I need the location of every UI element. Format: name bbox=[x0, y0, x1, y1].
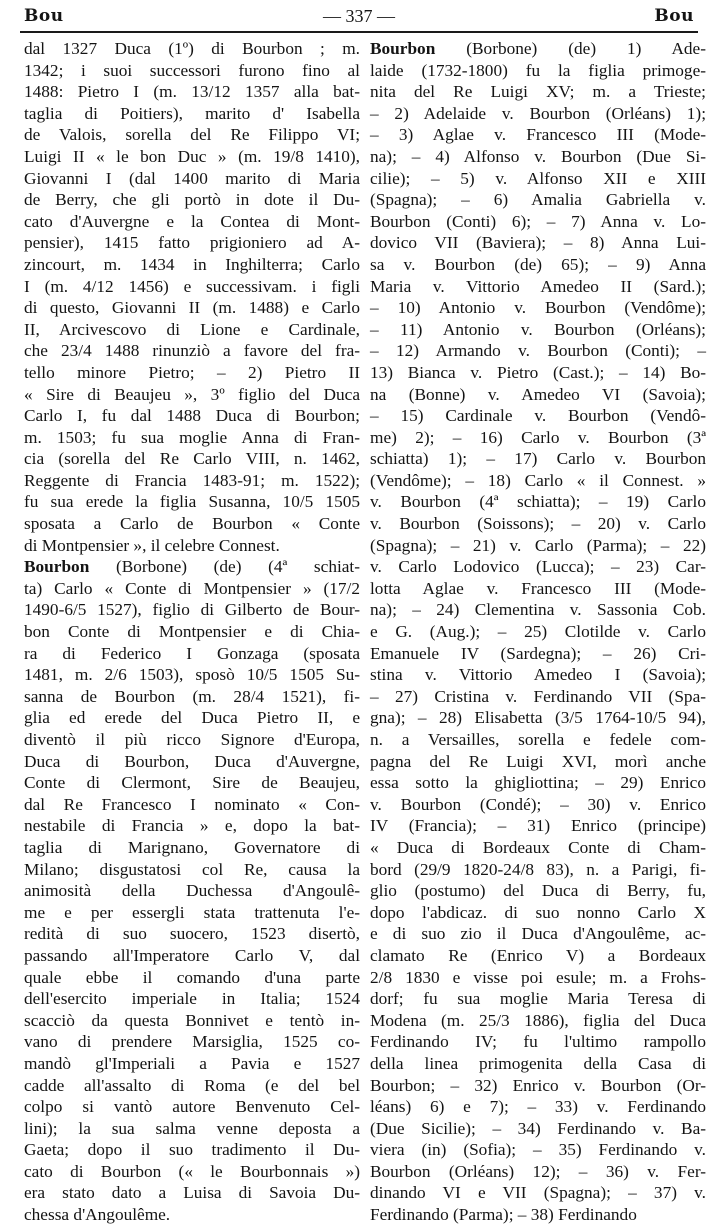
text-line: dell'esercito imperiale in Italia; 1524 bbox=[24, 989, 360, 1009]
text-line: e G. (Aug.); – 25) Clotilde v. Carlo bbox=[370, 622, 706, 642]
text-line: laide (1732-1800) fu la figlia primoge- bbox=[370, 60, 706, 80]
text-line: glio (postumo) del Duca di Berry, fu, bbox=[370, 881, 706, 901]
text-line: dal Re Francesco I nominato « Con- bbox=[24, 794, 360, 814]
text-line: sa v. Bourbon (de) 65); – 9) Anna bbox=[370, 254, 706, 274]
text-line: fu sua erede la figlia Susanna, 10/5 1505 bbox=[24, 492, 360, 512]
header-left-word: Bou bbox=[24, 6, 64, 26]
header-right-word: Bou bbox=[654, 6, 694, 26]
text-line: Maria v. Vittorio Amedeo II (Sard.); bbox=[370, 276, 706, 296]
text-line: – 27) Cristina v. Ferdinando VII (Spa- bbox=[370, 686, 706, 706]
entry-headword: Bourbon bbox=[24, 557, 90, 577]
text-line: della linea primogenita della Casa di bbox=[370, 1053, 706, 1073]
text-line: che 23/4 1488 rinunziò a favore del fra- bbox=[24, 341, 360, 361]
text-line: redità di suo suocero, 1523 disertò, bbox=[24, 924, 360, 944]
text-line: 2/8 1830 e visse poi esule; m. a Frohs- bbox=[370, 967, 706, 987]
text-line: v. Bourbon (Condé); – 30) v. Enrico bbox=[370, 794, 706, 814]
text-line: colpo si vantò autore Benvenuto Cel- bbox=[24, 1097, 360, 1117]
text-line: passando all'Imperatore Carlo V, dal bbox=[24, 945, 360, 965]
text-line: pagna del Re Luigi XVI, morì anche bbox=[370, 751, 706, 771]
text-line: v. Bourbon (4ª schiatta); – 19) Carlo bbox=[370, 492, 706, 512]
text-line: taglia di Marignano, Governatore di bbox=[24, 837, 360, 857]
text-line: me) 2); – 16) Carlo v. Bourbon (3ª bbox=[370, 427, 706, 447]
text-line: cilie); – 5) v. Alfonso XII e XIII bbox=[370, 168, 706, 188]
text-line: vano di prendere Marsiglia, 1525 co- bbox=[24, 1032, 360, 1052]
text-line: 1481, m. 2/6 1503), sposò 10/5 1505 Su- bbox=[24, 665, 360, 685]
text-line: cato di Bourbon (« le Bourbonnais ») bbox=[24, 1161, 360, 1181]
text-line: (Due Sicilie); – 34) Ferdinando v. Ba- bbox=[370, 1118, 706, 1138]
text-line: mandò gl'Imperiali a Pavia e 1527 bbox=[24, 1053, 360, 1073]
text-line: viera (in) (Sofia); – 35) Ferdinando v. bbox=[370, 1140, 706, 1160]
text-line: dovico VII (Baviera); – 8) Anna Lui- bbox=[370, 233, 706, 253]
text-line: Conte di Clermont, Sire de Beaujeu, bbox=[24, 773, 360, 793]
text-line: bon Conte di Montpensier e di Chia- bbox=[24, 622, 360, 642]
text-line: 1342; i suoi successori furono fino al bbox=[24, 60, 360, 80]
text-line: Ferdinando IV; fu l'ultimo rampollo bbox=[370, 1032, 706, 1052]
text-line: cadde all'assalto di Roma (e del bel bbox=[24, 1075, 360, 1095]
text-line: lini); la sua salma venne deposta a bbox=[24, 1118, 360, 1138]
text-line: clamato Re (Enrico V) a Bordeaux bbox=[370, 945, 706, 965]
text-line: II, Arcivescovo di Lione e Cardinale, bbox=[24, 319, 360, 339]
text-line: me e per essergli stata trattenuta l'e- bbox=[24, 902, 360, 922]
text-line: – 10) Antonio v. Bourbon (Vendôme); bbox=[370, 298, 706, 318]
text-line: Modena (m. 25/3 1886), figlia del Duca bbox=[370, 1010, 706, 1030]
text-line: quale ebbe il comando d'una parte bbox=[24, 967, 360, 987]
text-line: taglia di Poitiers), marito d' Isabella bbox=[24, 103, 360, 123]
text-line: Emanuele IV (Sardegna); – 26) Cri- bbox=[370, 643, 706, 663]
text-line: stina v. Vittorio Amedeo I (Savoia); bbox=[370, 665, 706, 685]
text-line: nita del Re Luigi XV; m. a Trieste; bbox=[370, 82, 706, 102]
text-line: di questo, Giovanni II (m. 1488) e Carlo bbox=[24, 298, 360, 318]
text-line: v. Carlo Lodovico (Lucca); – 23) Car- bbox=[370, 557, 706, 577]
text-line: gna); – 28) Elisabetta (3/5 1764-10/5 94), bbox=[370, 708, 706, 728]
text-line: n. a Versailles, sorella e fedele com- bbox=[370, 730, 706, 749]
text-line: schiatta) 1); – 17) Carlo v. Bourbon bbox=[370, 449, 706, 469]
text-line: léans) 6) e 7); – 33) v. Ferdinando bbox=[370, 1097, 706, 1117]
text-line: Carlo I, fu dal 1488 Duca di Bourbon; bbox=[24, 406, 360, 426]
text-line: glia ed erede del Duca Pietro II, e bbox=[24, 708, 360, 728]
text-line: « Duca di Bordeaux Conte di Cham- bbox=[370, 837, 706, 857]
text-line: essa sotto la ghigliottina; – 29) Enrico bbox=[370, 773, 706, 793]
right-column bbox=[370, 38, 706, 1226]
text-line: tello minore Pietro; – 2) Pietro II bbox=[24, 362, 360, 382]
text-line: – 2) Adelaide v. Bourbon (Orléans) 1); bbox=[370, 103, 706, 123]
text-line: Gaeta; dopo il suo tradimento il Du- bbox=[24, 1140, 360, 1160]
text-line: scacciò da questa Bonnivet e tentò in- bbox=[24, 1010, 360, 1030]
text-line: Duca di Bourbon, Duca d'Auvergne, bbox=[24, 751, 360, 771]
header-rule bbox=[20, 31, 698, 33]
text-line: sposata a Carlo de Bourbon « Conte bbox=[24, 514, 360, 534]
text-line: na (Bonne) v. Amedeo VI (Savoia); bbox=[370, 384, 706, 404]
text-line: Luigi II « le bon Duc » (m. 19/8 1410), bbox=[24, 146, 360, 166]
text-line: Bourbon (Borbone) (de) 1) Ade- bbox=[370, 39, 706, 58]
text-line: (Spagna); – 6) Amalia Gabriella v. bbox=[370, 190, 706, 210]
text-line: animosità della Duchessa d'Angoulê- bbox=[24, 881, 360, 901]
text-line: I (m. 4/12 1456) e successivam. i figli bbox=[24, 276, 360, 296]
text-line: sanna de Bourbon (m. 28/4 1521), fi- bbox=[24, 686, 360, 706]
text-line: bord (29/9 1820-24/8 83), n. a Parigi, fi- bbox=[370, 859, 706, 879]
text-line: 13) Bianca v. Pietro (Cast.); – 14) Bo- bbox=[370, 362, 706, 382]
text-line: nestabile di Francia » e, dopo la bat- bbox=[24, 816, 360, 836]
text-line: Bourbon (Borbone) (de) (4ª schiat- bbox=[24, 557, 360, 577]
text-line: zincourt, m. 1434 in Inghilterra; Carlo bbox=[24, 254, 360, 274]
text-line: – 15) Cardinale v. Bourbon (Vendô- bbox=[370, 406, 706, 426]
text-line: diventò il più ricco Signore d'Europa, bbox=[24, 730, 360, 749]
text-line: 1490-6/5 1527), figlio di Gilberto de Bour- bbox=[24, 600, 360, 620]
text-line: – 11) Antonio v. Bourbon (Orléans); bbox=[370, 319, 706, 339]
text-line: lotta Aglae v. Francesco III (Mode- bbox=[370, 578, 706, 598]
text-line: dorf; fu sua moglie Maria Teresa di bbox=[370, 989, 706, 1009]
text-line: dopo l'abdicaz. di suo nonno Carlo X bbox=[370, 902, 706, 922]
entry-headword: Bourbon bbox=[370, 39, 436, 58]
text-line: « Sire di Beaujeu », 3º figlio del Duca bbox=[24, 384, 360, 404]
text-line: cia (sorella del Re Carlo VIII, n. 1462, bbox=[24, 449, 360, 469]
text-line: v. Bourbon (Soissons); – 20) v. Carlo bbox=[370, 514, 706, 534]
text-line: IV (Francia); – 31) Enrico (principe) bbox=[370, 816, 706, 836]
text-line: pensier), 1415 fatto prigioniero ad A- bbox=[24, 233, 360, 253]
text-line: Reggente di Francia 1483-91; m. 1522); bbox=[24, 470, 360, 490]
text-line: Bourbon (Conti) 6); – 7) Anna v. Lo- bbox=[370, 211, 706, 231]
text-line: – 12) Armando v. Bourbon (Conti); – bbox=[370, 341, 706, 361]
text-line: (Vendôme); – 18) Carlo « il Connest. » bbox=[370, 470, 706, 490]
text-line: na); – 4) Alfonso v. Bourbon (Due Si- bbox=[370, 146, 706, 166]
text-line: ra di Federico I Gonzaga (sposata bbox=[24, 643, 360, 663]
text-line: 1488: Pietro I (m. 13/12 1357 alla bat- bbox=[24, 82, 360, 102]
text-line: e di suo zio il Duca d'Angoulême, ac- bbox=[370, 924, 706, 944]
text-line: de Berry, che gli portò in dote il Du- bbox=[24, 190, 360, 210]
text-line: Bourbon (Orléans) 12); – 36) v. Fer- bbox=[370, 1161, 706, 1181]
text-line: de Valois, sorella del Re Filippo VI; bbox=[24, 125, 360, 145]
text-line: chessa d'Angoulême. bbox=[24, 1205, 171, 1225]
text-line: ta) Carlo « Conte di Montpensier » (17/2 bbox=[24, 578, 360, 598]
text-line: cato d'Auvergne e la Contea di Mont- bbox=[24, 211, 360, 231]
text-line: m. 1503; fu sua moglie Anna di Fran- bbox=[24, 427, 360, 447]
text-line: di Montpensier », il celebre Connest. bbox=[24, 535, 280, 555]
text-line: (Spagna); – 21) v. Carlo (Parma); – 22) bbox=[370, 535, 706, 555]
text-line: Giovanni I (dal 1400 marito di Maria bbox=[24, 168, 360, 188]
text-line: dinando VI e VII (Spagna); – 37) v. bbox=[370, 1183, 706, 1203]
left-column bbox=[24, 38, 360, 1226]
text-line: Ferdinando (Parma); – 38) Ferdinando bbox=[370, 1205, 637, 1225]
text-line: – 3) Aglae v. Francesco III (Mode- bbox=[370, 125, 706, 145]
text-line: Bourbon; – 32) Enrico v. Bourbon (Or- bbox=[370, 1075, 706, 1095]
text-line: Milano; disgustatosi col Re, causa la bbox=[24, 859, 360, 879]
text-line: na); – 24) Clementina v. Sassonia Cob. bbox=[370, 600, 706, 620]
text-line: era stato dato a Luisa di Savoia Du- bbox=[24, 1183, 360, 1203]
text-line: dal 1327 Duca (1º) di Bourbon ; m. bbox=[24, 39, 360, 58]
page-header bbox=[24, 3, 694, 29]
page-number: — 337 — bbox=[323, 5, 395, 26]
